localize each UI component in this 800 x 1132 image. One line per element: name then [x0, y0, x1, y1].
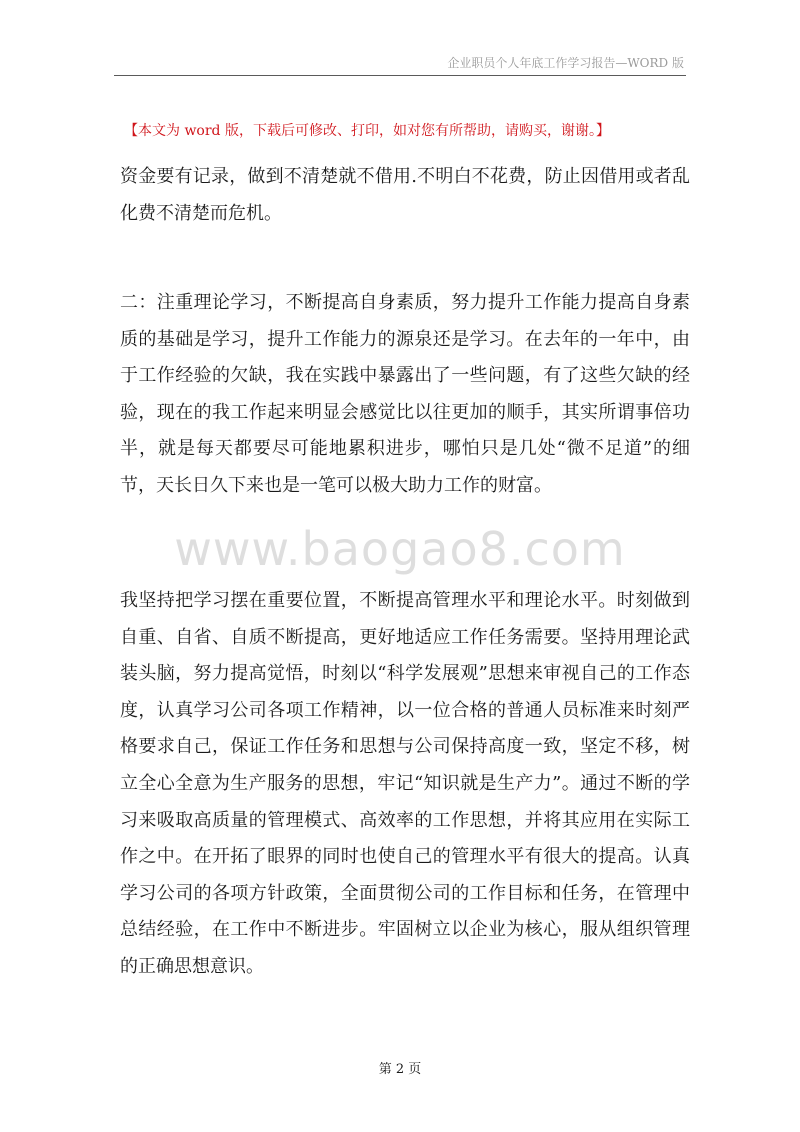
- body-paragraph-3: 我坚持把学习摆在重要位置，不断提高管理水平和理论水平。时刻做到自重、自省、自质不断提高，更好地适应工作任务需要。坚持用理论武装头脑，努力提高觉悟，时刻以“科学发展观”思想来审视自己的工作态度，认真学习公司各项工作精神，以一位合格的普通人员标准来时刻严格要求自己，保证工作任务和思想与公司保持高度一致，坚定不移，树立全心全意为生产服务的思想，牢记“知识就是生产力”。通过不断的学习来吸取高质量的管理模式、高效率的工作思想，并将其应用在实际工作之中。在开拓了眼界的同时也使自己的管理水平有很大的提高。认真学习公司的各项方针政策，全面贯彻公司的工作目标和任务，在管理中总结经验，在工作中不断进步。牢固树立以企业为核心，服从组织管理的正确思想意识。: [120, 590, 690, 977]
- body-paragraph-2: 二：注重理论学习，不断提高自身素质，努力提升工作能力提高自身素质的基础是学习，提升工作能力的源泉还是学习。在去年的一年中，由于工作经验的欠缺，我在实践中暴露出了一些问题，有了这些欠缺的经验，现在的我工作起来明显会感觉比以往更加的顺手，其实所谓事倍功半，就是每天都要尽可能地累积进步，哪怕只是几处“微不足道”的细节，天长日久下来也是一笔可以极大助力工作的财富。: [120, 292, 690, 496]
- site-watermark: www.baogao8.com: [174, 522, 626, 576]
- page-number: 第 2 页: [378, 1062, 422, 1077]
- header-divider: [114, 75, 686, 76]
- running-header-title: 企业职员个人年底工作学习报告—WORD 版: [447, 56, 684, 70]
- download-notice: 【本文为 word 版，下载后可修改、打印，如对您有所帮助，请购买，谢谢。】: [124, 123, 610, 139]
- body-paragraph-1: 资金要有记录，做到不清楚就不借用.不明白不花费，防止因借用或者乱化费不清楚而危机。: [120, 166, 690, 224]
